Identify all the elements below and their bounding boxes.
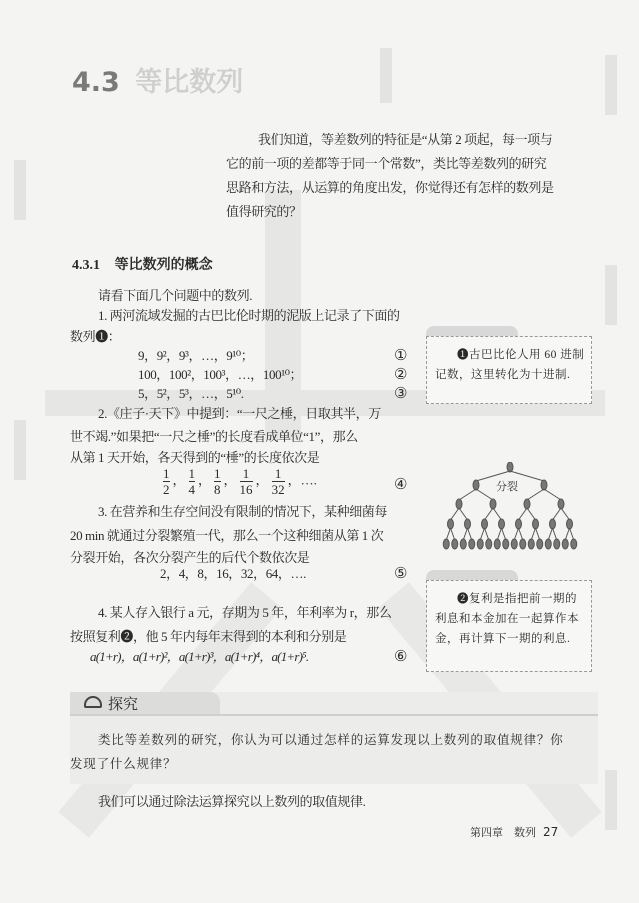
sequence-2: 100，100²，100³，…，100¹⁰；: [138, 367, 303, 382]
division-branch: [565, 528, 569, 540]
sequence-1: 9，9²，9³，…，9¹⁰；: [138, 348, 254, 363]
explore-title: 探究: [108, 695, 139, 713]
problem-4-line: 按照复利❷，他 5 年内每年末得到的本利和分别是: [70, 629, 347, 644]
margin-note-1: ❶古巴比伦人用 60 进制记数，这里转化为十进制.: [426, 336, 592, 404]
bacterium-cell: [545, 539, 551, 549]
intro-line: 思路和方法，从运算的角度出发，你觉得还有怎样的数列是: [226, 180, 554, 195]
watermark-one: [14, 160, 26, 220]
watermark-one: [605, 770, 617, 830]
division-branch: [459, 489, 476, 500]
bacterium-cell: [558, 499, 564, 509]
bacterium-cell: [448, 519, 454, 529]
problem-4-line: 4. 某人存入银行 a 元，存期为 5 年，年利率为 r，那么: [98, 605, 392, 620]
division-branch: [553, 528, 557, 540]
division-branch: [519, 528, 523, 540]
division-branch: [446, 528, 450, 540]
division-branch: [553, 508, 562, 520]
division-branch: [451, 508, 460, 520]
bacterium-cell: [499, 519, 505, 529]
sequence-5: 2，4，8，16，32，64，….: [160, 566, 306, 581]
page-footer: [470, 822, 558, 843]
bacterium-cell: [460, 539, 466, 549]
watermark-one: [605, 55, 617, 115]
division-branch: [493, 508, 502, 520]
bacterium-cell: [469, 539, 475, 549]
sequence-3: 5，5²，5³，…，5¹⁰.: [138, 386, 244, 401]
lead-text: 请看下面几个问题中的数列.: [98, 288, 253, 303]
division-label: 分裂: [496, 480, 518, 493]
division-branch: [497, 528, 501, 540]
note-tab: [426, 570, 518, 580]
division-branch: [502, 528, 506, 540]
fraction: $\frac{1}{2}$: [163, 466, 170, 497]
section-heading: [72, 60, 243, 99]
bacterium-cell: [537, 539, 543, 549]
bacterium-cell: [452, 539, 458, 549]
bacterium-cell: [516, 519, 522, 529]
division-branch: [519, 508, 528, 520]
division-branch: [527, 489, 544, 500]
chapter-label: 第四章 数列: [470, 826, 536, 839]
division-branch: [476, 489, 493, 500]
fraction: $\frac{1}{16}$: [239, 466, 253, 497]
subsection-number: 4.3.1: [72, 258, 100, 273]
division-branch: [561, 508, 570, 520]
bacterium-cell: [550, 519, 556, 529]
bacterium-cell: [541, 480, 547, 490]
division-branch: [485, 508, 494, 520]
bacterium-cell: [562, 539, 568, 549]
explore-box: [70, 692, 598, 784]
bacterium-cell: [494, 539, 500, 549]
division-branch: [536, 528, 540, 540]
explore-text: 发现了什么规律？: [70, 757, 177, 771]
equation-mark-6: ⑥: [394, 649, 408, 665]
bacterium-cell: [482, 519, 488, 529]
section-number: 4.3: [72, 67, 120, 98]
bacterium-cell: [443, 539, 449, 549]
watermark-one: [14, 420, 26, 480]
bacterium-cell: [490, 499, 496, 509]
problem-3-line: 20 min 就通过分裂繁殖一代，那么一个这种细菌从第 1 次: [70, 528, 384, 543]
bacterium-cell: [520, 539, 526, 549]
equation-mark-1: ①: [394, 348, 408, 364]
bacteria-division-diagram: [440, 462, 580, 556]
problem-2-line: 从第 1 天开始，各天得到的“棰”的长度依次是: [70, 450, 320, 465]
equation-mark-3: ③: [394, 386, 408, 402]
problem-3-line: 分裂开始，各次分裂产生的后代个数依次是: [70, 550, 310, 565]
sequence-6: a(1+r)，a(1+r)²，a(1+r)³，a(1+r)⁴，a(1+r)⁵.: [90, 649, 309, 664]
bacterium-cell: [465, 519, 471, 529]
explore-icon: [84, 696, 102, 708]
equation-mark-5: ⑤: [394, 566, 408, 582]
division-branch: [531, 528, 535, 540]
sequence-4: $\frac{1}{2}$ ， $\frac{1}{4}$ ， $\frac{1}{8}$ ， $\frac{1}{16}$ ， $\frac{1}{32}$ ，….: [163, 466, 317, 497]
division-branch: [514, 528, 518, 540]
bacterium-cell: [554, 539, 560, 549]
bacterium-cell: [503, 539, 509, 549]
problem-2-line: 2.《庄子·天下》中提到：“一尺之棰，日取其半，万: [98, 406, 381, 421]
division-branch: [544, 489, 561, 500]
fraction: $\frac{1}{8}$: [214, 466, 221, 497]
problem-3-line: 3. 在营养和生存空间没有限制的情况下，某种细菌每: [98, 504, 388, 519]
page-number: 27: [543, 825, 559, 839]
subsection-heading: [72, 255, 213, 276]
division-branch: [468, 528, 472, 540]
problem-1-line: 数列❶：: [70, 329, 121, 344]
bacterium-cell: [486, 539, 492, 549]
division-branch: [463, 528, 467, 540]
bacterium-cell: [511, 539, 517, 549]
intro-line: 它的前一项的差都等于同一个常数”，类比等差数列的研究: [226, 156, 547, 171]
division-branch: [570, 528, 574, 540]
bacterium-cell: [456, 499, 462, 509]
equation-mark-2: ②: [394, 367, 408, 383]
answer-text: 我们可以通过除法运算探究以上数列的取值规律.: [98, 794, 366, 809]
fraction: $\frac{1}{4}$: [188, 466, 196, 497]
equation-mark-4: ④: [394, 477, 408, 493]
problem-2-line: 世不竭.”如果把“一尺之棰”的长度看成单位“1”，那么: [70, 429, 358, 444]
bacterium-cell: [528, 539, 534, 549]
watermark-one: [380, 48, 392, 103]
bacterium-cell: [473, 480, 479, 490]
division-branch: [451, 528, 455, 540]
division-branch: [480, 528, 484, 540]
division-branch: [485, 528, 489, 540]
note-tab: [426, 326, 518, 336]
bacterium-cell: [567, 519, 573, 529]
division-branch: [527, 508, 536, 520]
bacterium-cell: [533, 519, 539, 529]
bacterium-cell: [507, 462, 513, 472]
intro-line: 我们知道，等差数列的特征是“从第 2 项起，每一项与: [258, 132, 553, 147]
subsection-title: 等比数列的概念: [114, 257, 213, 273]
section-title: 等比数列: [135, 67, 244, 98]
watermark-one: [605, 265, 617, 325]
explore-text: 类比等差数列的研究，你认为可以通过怎样的运算发现以上数列的取值规律？你: [98, 733, 564, 747]
bacterium-cell: [571, 539, 577, 549]
bacterium-cell: [477, 539, 483, 549]
fraction: $\frac{1}{32}$: [271, 466, 285, 497]
bacterium-cell: [524, 499, 530, 509]
intro-line: 值得研究的？: [226, 204, 302, 219]
division-branch: [459, 508, 468, 520]
division-branch: [548, 528, 552, 540]
margin-note-2: ❷复利是指把前一期的利息和本金加在一起算作本金，再计算下一期的利息.: [426, 580, 592, 672]
problem-1-line: 1. 两河流域发掘的古巴比伦时期的泥版上记录了下面的: [98, 308, 400, 323]
